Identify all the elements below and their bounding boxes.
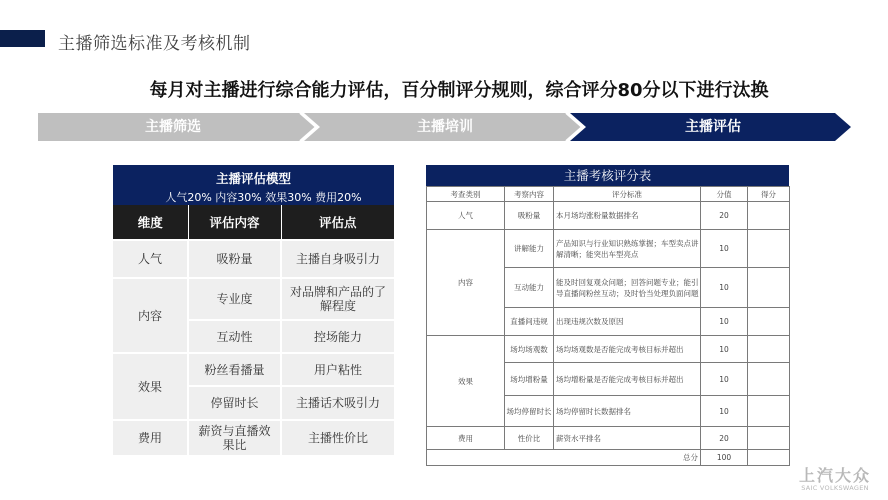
- col-point: 评估点: [281, 205, 394, 240]
- cell-score[interactable]: [748, 396, 790, 427]
- model-column-headers: [113, 205, 394, 240]
- cell-points: 10: [701, 363, 748, 396]
- cell-content: 停留时长: [188, 386, 281, 420]
- table-row: [113, 278, 394, 320]
- table-row: [427, 336, 790, 363]
- cell-score[interactable]: [748, 363, 790, 396]
- cell-item: 互动能力: [505, 268, 554, 308]
- cell-dimension: 内容: [113, 278, 188, 353]
- step-screening: 主播筛选: [145, 119, 201, 135]
- cell-dimension: 效果: [113, 353, 188, 420]
- step-evaluation: 主播评估: [685, 119, 741, 135]
- total-row: [427, 450, 790, 466]
- saic-volkswagen-logo: [790, 463, 880, 492]
- table-row: [427, 427, 790, 450]
- cell-category: 人气: [427, 202, 505, 230]
- cell-score[interactable]: [748, 427, 790, 450]
- cell-content: 粉丝看播量: [188, 353, 281, 386]
- cell-point: 控场能力: [281, 320, 394, 353]
- cell-standard: 出现违规次数及原因: [554, 308, 701, 336]
- cell-item: 讲解能力: [505, 230, 554, 268]
- cell-content: 薪资与直播效果比: [188, 420, 281, 456]
- evaluation-model-table: [113, 165, 394, 457]
- col-score: 得分: [748, 187, 790, 202]
- title-accent-bar: [0, 30, 45, 47]
- cell-score[interactable]: [748, 202, 790, 230]
- cell-item: 场均场观数: [505, 336, 554, 363]
- cell-score[interactable]: [748, 230, 790, 268]
- cell-category: 效果: [427, 336, 505, 427]
- cell-score[interactable]: [748, 268, 790, 308]
- col-standard: 评分标准: [554, 187, 701, 202]
- cell-item: 性价比: [505, 427, 554, 450]
- col-dimension: 维度: [113, 205, 188, 240]
- table-row: [113, 353, 394, 386]
- scoring-sheet-title: 主播考核评分表: [426, 165, 789, 186]
- cell-standard: 本月场均涨粉量数据排名: [554, 202, 701, 230]
- cell-score[interactable]: [748, 336, 790, 363]
- cell-score[interactable]: [748, 308, 790, 336]
- cell-dimension: 费用: [113, 420, 188, 456]
- cell-standard: 能及时回复观众问题；回答问题专业；能引导直播间粉丝互动；及时恰当处理负面问题: [554, 268, 701, 308]
- total-score[interactable]: [748, 450, 790, 466]
- cell-standard: 产品知识与行业知识熟练掌握；车型卖点讲解清晰；能突出车型亮点: [554, 230, 701, 268]
- cell-standard: 场均停留时长数据排名: [554, 396, 701, 427]
- cell-item: 场均增粉量: [505, 363, 554, 396]
- step-training: 主播培训: [417, 119, 473, 135]
- logo-cn: 上汽大众: [798, 466, 871, 485]
- model-table-weights: 人气20% 内容30% 效果30% 费用20%: [165, 191, 362, 204]
- col-points: 分值: [701, 187, 748, 202]
- cell-dimension: 人气: [113, 240, 188, 278]
- table-row: [113, 240, 394, 278]
- cell-points: 10: [701, 308, 748, 336]
- cell-standard: 场均场观数是否能完成考核目标并超出: [554, 336, 701, 363]
- cell-point: 主播自身吸引力: [281, 240, 394, 278]
- cell-content: 吸粉量: [188, 240, 281, 278]
- model-table-title: 主播评估模型: [215, 171, 291, 186]
- cell-points: 10: [701, 396, 748, 427]
- table-row: [427, 230, 790, 268]
- model-table-header: [113, 165, 394, 205]
- cell-points: 20: [701, 427, 748, 450]
- cell-points: 10: [701, 268, 748, 308]
- cell-points: 10: [701, 230, 748, 268]
- cell-item: 场均停留时长: [505, 396, 554, 427]
- cell-category: 费用: [427, 427, 505, 450]
- cell-item: 吸粉量: [505, 202, 554, 230]
- total-points: 100: [701, 450, 748, 466]
- cell-point: 主播性价比: [281, 420, 394, 456]
- cell-point: 用户粘性: [281, 353, 394, 386]
- cell-standard: 场均增粉量是否能完成考核目标并超出: [554, 363, 701, 396]
- cell-point: 主播话术吸引力: [281, 386, 394, 420]
- table-row: [427, 202, 790, 230]
- logo-en: SAIC VOLKSWAGEN: [801, 484, 869, 492]
- cell-content: 互动性: [188, 320, 281, 353]
- subtitle: 每月对主播进行综合能力评估，百分制评分规则，综合评分80分以下进行汰换: [149, 80, 769, 101]
- process-flow: [38, 113, 853, 141]
- cell-standard: 薪资水平排名: [554, 427, 701, 450]
- cell-points: 20: [701, 202, 748, 230]
- page-title: 主播筛选标准及考核机制: [58, 34, 251, 54]
- cell-item: 直播间违规: [505, 308, 554, 336]
- score-column-headers: [427, 187, 790, 202]
- col-content: 评估内容: [188, 205, 281, 240]
- cell-content: 专业度: [188, 278, 281, 320]
- cell-point: 对品牌和产品的了解程度: [281, 278, 394, 320]
- table-row: [113, 420, 394, 456]
- scoring-sheet-table: [426, 165, 789, 466]
- cell-points: 10: [701, 336, 748, 363]
- cell-category: 内容: [427, 230, 505, 336]
- col-item: 考察内容: [505, 187, 554, 202]
- col-category: 考查类别: [427, 187, 505, 202]
- total-label: 总分: [427, 450, 701, 466]
